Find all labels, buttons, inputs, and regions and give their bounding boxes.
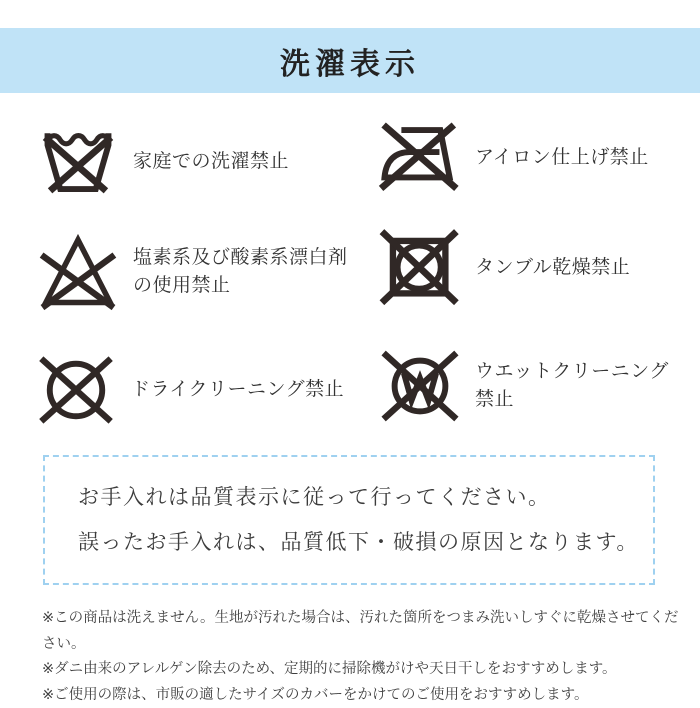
care-label bbox=[133, 244, 348, 301]
care-label bbox=[131, 376, 344, 405]
header-band bbox=[0, 28, 700, 93]
no-bleach-icon bbox=[34, 230, 122, 314]
no-wash-icon bbox=[34, 120, 122, 204]
text-line: タンブル乾燥禁止 bbox=[475, 254, 630, 283]
text-line: 家庭での洗濯禁止 bbox=[133, 148, 289, 177]
care-label bbox=[475, 144, 649, 173]
care-label bbox=[133, 148, 289, 177]
care-item-no-bleach bbox=[34, 230, 348, 314]
care-label bbox=[475, 254, 630, 283]
text-line: ドライクリーニング禁止 bbox=[131, 376, 344, 405]
care-item-no-iron bbox=[376, 116, 649, 200]
care-item-no-wash bbox=[34, 120, 289, 204]
footnotes bbox=[42, 606, 682, 708]
no-tumble-dry-icon bbox=[376, 226, 464, 310]
no-iron-icon bbox=[376, 116, 464, 200]
text-line: 塩素系及び酸素系漂白剤 bbox=[133, 244, 348, 273]
text-line: ※この商品は洗えません。生地が汚れた場合は、汚れた箇所をつまみ洗いしすぐに乾燥させてください。 bbox=[42, 606, 682, 657]
text-line: アイロン仕上げ禁止 bbox=[475, 144, 649, 173]
page-title: 洗濯表示 bbox=[280, 39, 420, 83]
care-item-no-wet-cleaning bbox=[376, 344, 669, 428]
care-notice-box bbox=[43, 455, 655, 585]
text-line: ウエットクリーニング bbox=[475, 358, 669, 387]
no-dry-cleaning-icon bbox=[32, 348, 120, 432]
care-notice-lines bbox=[78, 475, 653, 565]
text-line: ※ご使用の際は、市販の適したサイズのカバーをかけてのご使用をおすすめします。 bbox=[42, 683, 682, 708]
care-item-no-tumble-dry bbox=[376, 226, 630, 310]
text-line: ※ダニ由来のアレルゲン除去のため、定期的に掃除機がけや天日干しをおすすめします。 bbox=[42, 657, 682, 683]
no-wet-cleaning-icon bbox=[376, 344, 464, 428]
text-line: お手入れは品質表示に従って行ってください。 bbox=[78, 475, 653, 520]
care-item-no-dry-cleaning bbox=[32, 348, 344, 432]
text-line: 誤ったお手入れは、品質低下・破損の原因となります。 bbox=[78, 520, 653, 565]
care-label bbox=[475, 358, 669, 415]
text-line: 禁止 bbox=[475, 386, 669, 415]
text-line: の使用禁止 bbox=[133, 272, 348, 301]
